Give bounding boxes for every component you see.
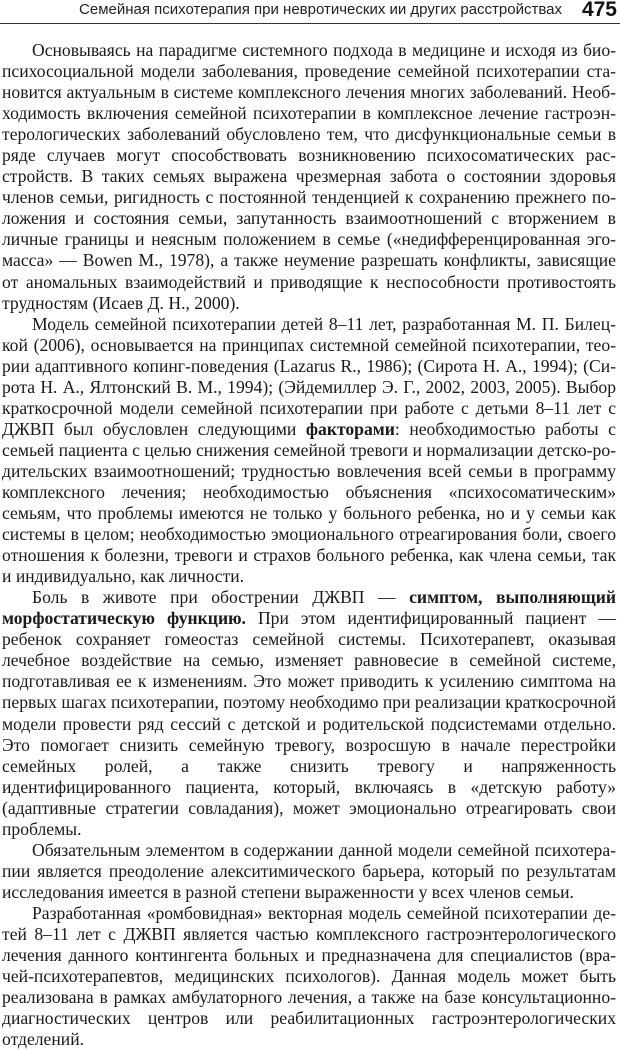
paragraph-text: : необходимостью работы с семьей пациента с целью снижения семейной тревоги и нормализации детско-родительских взаимоотношений; трудностью вовлечения всей семьи в программу комплексного лечения; необходимостью объяснения «психосоматическим» семьям, что проблемы имеются не только у больного ребенка, но и у семьи как системы в целом; необходимостью эмоционального отреагирования боли, своего отношения к болезни, тревоги и страхов больного ребенка, как члена семьи, так и индивидуально, как личности. (2, 418, 616, 587)
body-text (2, 40, 616, 1050)
bold-term-factors: факторами (305, 418, 395, 439)
bold-term-symptom: симптом, выполняющий морфостатическую функцию. (2, 587, 616, 629)
paragraph-text: Боль в животе при обострении ДЖВП — (32, 587, 410, 608)
page-header (0, 0, 620, 26)
paragraph-alexithymia: Обязательным элементом в содержании данной модели семейной психотерапии является преодоление алекситимического барьера, который по результатам исследования имеется в разной степени выраженности у всех членов семьи. (2, 839, 616, 902)
paragraph-text: При этом идентифицированный пациент — ребенок сохраняет гомеостаз семейной системы. Психотерапевт, оказывая лечебное воздействие на семью, изменяет равновесие в семейной системе, подготавливая ее к изменениям. Это может приводить к усилению симптома на первых шагах психотерапии, поэтому необходимо при реализации краткосрочной модели провести ряд сессий с детской и родительской подсистемами отдельно. Это помогает снизить семейную тревогу, возросшую в начале перестройки семейных ролей, а также снизить тревогу и напряженность идентифицированного пациента, который, включаясь в «детскую работу» (адаптивные стратегии совладания), может эмоционально отреагировать свои проблемы. (2, 608, 616, 839)
paragraph-rhomboid-model: Разработанная «ромбовидная» векторная модель семейной психотерапии детей 8–11 лет с ДЖВП является частью комплексного гастроэнтерологического лечения данного контингента больных и предназначена для специалистов (врачей-психотерапевтов, медицинских психологов). Данная модель может быть реализована в рамках амбулаторного лечения, а также на базе консультационно-диагностических центров или реабилитационных гастроэнтерологических отделений. (2, 902, 616, 1050)
paragraph-system-approach: Основываясь на парадигме системного подхода в медицине и исходя из биопсихосоциальной модели заболевания, проведение семейной психотерапии становится актуальным в системе комплексного лечения многих заболеваний. Необходимость включения семейной психотерапии в комплексное лечение гастроэнтерологических заболеваний обусловлено тем, что дисфункциональные семьи в ряде случаев могут способствовать возникновению психосоматических расстройств. В таких семьях выражена чрезмерная забота о состоянии здоровья членов семьи, ригидность с постоянной тенденцией к сохранению прежнего положения и состояния семьи, запутанность взаимоотношений с вторжением в личные границы и неясным положением в семье («недифференцированная эго-масса» — Bowen M., 1978), а также неумение разрешать конфликты, зависящие от аномальных взаимодействий и приводящие к неспособности противостоять трудностям (Исаев Д. Н., 2000). (2, 40, 616, 313)
running-title: Семейная психотерапия при невротических ии других расстройствах (79, 1, 562, 18)
paragraph-symptom-function (2, 587, 616, 840)
paragraph-model-factors (2, 314, 616, 588)
page-number: 475 (581, 0, 617, 21)
header-rule (0, 23, 620, 24)
paragraph-text: Модель семейной психотерапии детей 8–11 лет, разработанная М. П. Билецкой (2006), основывается на принципах системной семейной психотерапии, теории адаптивного копинг-поведения (Lazarus R., 1986); (Сирота Н. А., 1994); (Сирота Н. А., Ялтонский В. М., 1994); (Эйдемиллер Э. Г., 2002, 2003, 2005). Выбор краткосрочной модели семейной психотерапии при работе с детьми 8–11 лет с ДЖВП был обусловлен следующими (2, 313, 616, 439)
